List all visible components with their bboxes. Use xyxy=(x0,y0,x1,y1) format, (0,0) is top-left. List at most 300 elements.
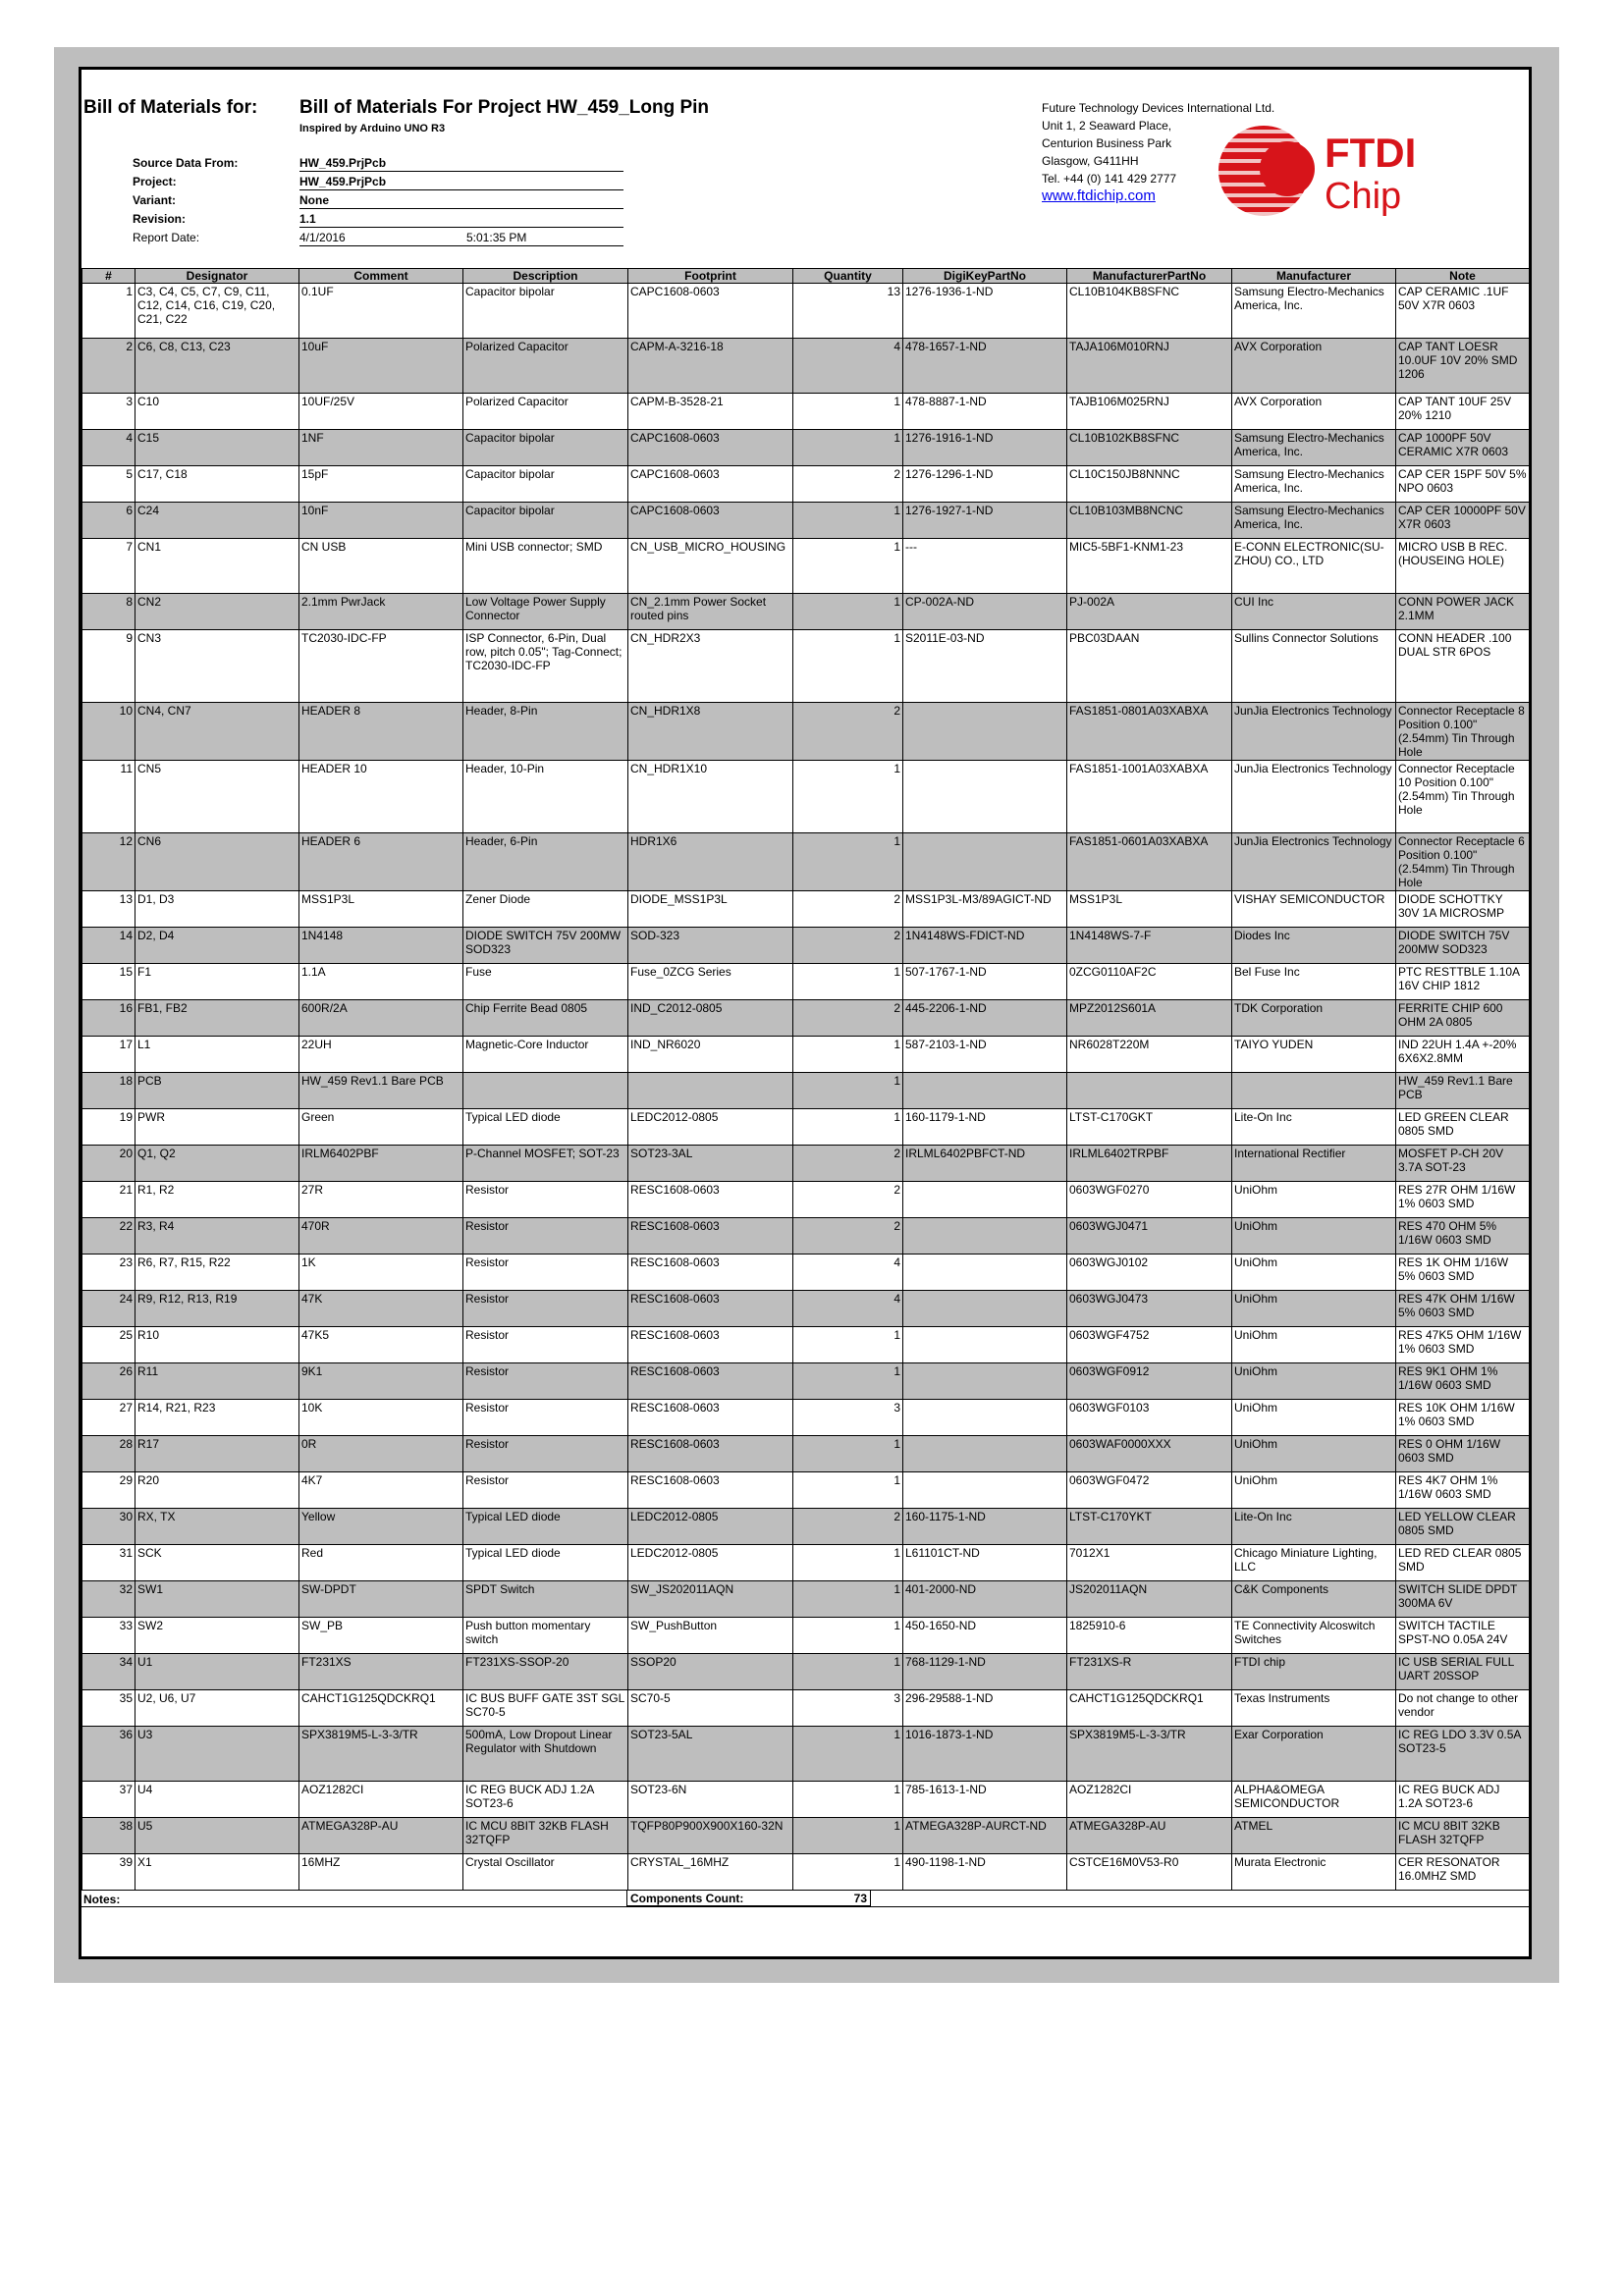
table-row xyxy=(82,1109,1530,1146)
quantity-cell: 2 xyxy=(793,466,903,503)
designator-cell: U2, U6, U7 xyxy=(135,1690,299,1727)
quantity-cell: 1 xyxy=(793,1782,903,1818)
comment-cell: AOZ1282CI xyxy=(299,1782,463,1818)
quantity-cell: 1 xyxy=(793,1818,903,1854)
row-number: 5 xyxy=(82,466,135,503)
mpn-cell: ATMEGA328P-AU xyxy=(1067,1818,1232,1854)
col-header[interactable]: Description xyxy=(463,269,628,284)
description-cell: Resistor xyxy=(463,1363,628,1400)
designator-cell: FB1, FB2 xyxy=(135,1000,299,1037)
mpn-cell xyxy=(1067,1073,1232,1109)
row-number: 12 xyxy=(82,833,135,891)
mpn-cell: FAS1851-0601A03XABXA xyxy=(1067,833,1232,891)
digikey-cell: 1016-1873-1-ND xyxy=(903,1727,1067,1782)
manufacturer-cell: UniOhm xyxy=(1232,1472,1396,1509)
quantity-cell: 1 xyxy=(793,1073,903,1109)
digikey-cell xyxy=(903,1436,1067,1472)
comment-cell: 470R xyxy=(299,1218,463,1255)
mpn-cell: 0603WGF4752 xyxy=(1067,1327,1232,1363)
designator-cell: CN4, CN7 xyxy=(135,703,299,761)
mpn-cell: FT231XS-R xyxy=(1067,1654,1232,1690)
designator-cell: R17 xyxy=(135,1436,299,1472)
digikey-cell: CP-002A-ND xyxy=(903,594,1067,630)
description-cell: Resistor xyxy=(463,1436,628,1472)
manufacturer-cell: UniOhm xyxy=(1232,1363,1396,1400)
comment-cell: 10uF xyxy=(299,339,463,394)
table-row xyxy=(82,1654,1530,1690)
mpn-cell: 1N4148WS-7-F xyxy=(1067,928,1232,964)
manufacturer-cell: TDK Corporation xyxy=(1232,1000,1396,1037)
quantity-cell: 1 xyxy=(793,594,903,630)
row-number: 8 xyxy=(82,594,135,630)
row-number: 17 xyxy=(82,1037,135,1073)
mpn-cell: 0603WGJ0473 xyxy=(1067,1291,1232,1327)
comment-cell: 4K7 xyxy=(299,1472,463,1509)
manufacturer-cell: Samsung Electro-Mechanics America, Inc. xyxy=(1232,466,1396,503)
table-row xyxy=(82,761,1530,833)
note-cell: IC USB SERIAL FULL UART 20SSOP xyxy=(1396,1654,1530,1690)
digikey-cell xyxy=(903,761,1067,833)
note-cell: RES 0 OHM 1/16W 0603 SMD xyxy=(1396,1436,1530,1472)
manufacturer-cell: CUI Inc xyxy=(1232,594,1396,630)
quantity-cell: 3 xyxy=(793,1400,903,1436)
meta-value: None xyxy=(299,193,623,209)
row-number: 26 xyxy=(82,1363,135,1400)
footprint-cell: RESC1608-0603 xyxy=(628,1400,793,1436)
footprint-cell: CAPC1608-0603 xyxy=(628,466,793,503)
digikey-cell: 507-1767-1-ND xyxy=(903,964,1067,1000)
digikey-cell xyxy=(903,1472,1067,1509)
note-cell: RES 470 OHM 5% 1/16W 0603 SMD xyxy=(1396,1218,1530,1255)
bom-for-label: Bill of Materials for: xyxy=(83,97,258,118)
table-row xyxy=(82,1182,1530,1218)
designator-cell: CN2 xyxy=(135,594,299,630)
table-row xyxy=(82,1782,1530,1818)
description-cell: Capacitor bipolar xyxy=(463,284,628,339)
quantity-cell: 1 xyxy=(793,630,903,703)
quantity-cell: 1 xyxy=(793,430,903,466)
col-header[interactable]: ManufacturerPartNo xyxy=(1067,269,1232,284)
manufacturer-cell: UniOhm xyxy=(1232,1255,1396,1291)
designator-cell: F1 xyxy=(135,964,299,1000)
digikey-cell xyxy=(903,1327,1067,1363)
meta-value: 1.1 xyxy=(299,212,623,228)
manufacturer-cell: UniOhm xyxy=(1232,1400,1396,1436)
quantity-cell: 1 xyxy=(793,761,903,833)
footprint-cell: SOT23-3AL xyxy=(628,1146,793,1182)
quantity-cell: 2 xyxy=(793,1182,903,1218)
mpn-cell: NR6028T220M xyxy=(1067,1037,1232,1073)
manufacturer-cell: UniOhm xyxy=(1232,1182,1396,1218)
note-cell: FERRITE CHIP 600 OHM 2A 0805 xyxy=(1396,1000,1530,1037)
table-row xyxy=(82,1291,1530,1327)
row-number: 34 xyxy=(82,1654,135,1690)
description-cell: Magnetic-Core Inductor xyxy=(463,1037,628,1073)
table-row xyxy=(82,630,1530,703)
meta-value: HW_459.PrjPcb xyxy=(299,156,623,172)
digikey-cell xyxy=(903,1400,1067,1436)
description-cell: Header, 6-Pin xyxy=(463,833,628,891)
description-cell: FT231XS-SSOP-20 xyxy=(463,1654,628,1690)
description-cell: IC REG BUCK ADJ 1.2A SOT23-6 xyxy=(463,1782,628,1818)
manufacturer-cell: FTDI chip xyxy=(1232,1654,1396,1690)
row-number: 6 xyxy=(82,503,135,539)
note-cell: Connector Receptacle 10 Position 0.100" (2.54mm) Tin Through Hole xyxy=(1396,761,1530,833)
notes-divider xyxy=(81,1906,1529,1907)
table-row xyxy=(82,503,1530,539)
footprint-cell: RESC1608-0603 xyxy=(628,1291,793,1327)
quantity-cell: 4 xyxy=(793,1255,903,1291)
designator-cell: CN5 xyxy=(135,761,299,833)
mpn-cell: 0603WGJ0471 xyxy=(1067,1218,1232,1255)
comment-cell: FT231XS xyxy=(299,1654,463,1690)
components-count-box xyxy=(626,1891,871,1906)
designator-cell: C17, C18 xyxy=(135,466,299,503)
quantity-cell: 1 xyxy=(793,1363,903,1400)
row-number: 14 xyxy=(82,928,135,964)
table-row xyxy=(82,1400,1530,1436)
manufacturer-cell: Samsung Electro-Mechanics America, Inc. xyxy=(1232,430,1396,466)
footprint-cell: LEDC2012-0805 xyxy=(628,1509,793,1545)
manufacturer-cell: C&K Components xyxy=(1232,1581,1396,1618)
description-cell: Mini USB connector; SMD xyxy=(463,539,628,594)
comment-cell: 27R xyxy=(299,1182,463,1218)
manufacturer-cell: Exar Corporation xyxy=(1232,1727,1396,1782)
footprint-cell: IND_C2012-0805 xyxy=(628,1000,793,1037)
designator-cell: U5 xyxy=(135,1818,299,1854)
quantity-cell: 1 xyxy=(793,1037,903,1073)
manufacturer-cell xyxy=(1232,1073,1396,1109)
quantity-cell: 13 xyxy=(793,284,903,339)
table-row xyxy=(82,703,1530,761)
description-cell: Capacitor bipolar xyxy=(463,503,628,539)
notes-row xyxy=(81,1891,1529,1906)
digikey-cell: 1276-1936-1-ND xyxy=(903,284,1067,339)
description-cell: Typical LED diode xyxy=(463,1545,628,1581)
footprint-cell: RESC1608-0603 xyxy=(628,1472,793,1509)
description-cell: IC BUS BUFF GATE 3ST SGL SC70-5 xyxy=(463,1690,628,1727)
digikey-cell: L61101CT-ND xyxy=(903,1545,1067,1581)
col-header[interactable]: Note xyxy=(1396,269,1530,284)
footprint-cell: CRYSTAL_16MHZ xyxy=(628,1854,793,1891)
row-number: 11 xyxy=(82,761,135,833)
designator-cell: C15 xyxy=(135,430,299,466)
designator-cell: U3 xyxy=(135,1727,299,1782)
comment-cell: MSS1P3L xyxy=(299,891,463,928)
designator-cell: R14, R21, R23 xyxy=(135,1400,299,1436)
footprint-cell: CAPM-B-3528-21 xyxy=(628,394,793,430)
manufacturer-cell: E-CONN ELECTRONIC(SU-ZHOU) CO., LTD xyxy=(1232,539,1396,594)
footprint-cell: CN_HDR2X3 xyxy=(628,630,793,703)
col-header[interactable]: Footprint xyxy=(628,269,793,284)
description-cell: Resistor xyxy=(463,1182,628,1218)
note-cell: SWITCH SLIDE DPDT 300MA 6V xyxy=(1396,1581,1530,1618)
quantity-cell: 1 xyxy=(793,1472,903,1509)
note-cell: CAP CER 15PF 50V 5% NPO 0603 xyxy=(1396,466,1530,503)
row-number: 10 xyxy=(82,703,135,761)
table-row xyxy=(82,1436,1530,1472)
description-cell: Resistor xyxy=(463,1218,628,1255)
table-row xyxy=(82,539,1530,594)
footprint-cell: RESC1608-0603 xyxy=(628,1218,793,1255)
designator-cell: SCK xyxy=(135,1545,299,1581)
designator-cell: U1 xyxy=(135,1654,299,1690)
footprint-cell: Fuse_0ZCG Series xyxy=(628,964,793,1000)
comment-cell: 16MHZ xyxy=(299,1854,463,1891)
digikey-cell xyxy=(903,1363,1067,1400)
comment-cell: CN USB xyxy=(299,539,463,594)
note-cell: LED RED CLEAR 0805 SMD xyxy=(1396,1545,1530,1581)
page-subtitle: Inspired by Arduino UNO R3 xyxy=(299,123,446,134)
footprint-cell: SW_PushButton xyxy=(628,1618,793,1654)
footprint-cell: HDR1X6 xyxy=(628,833,793,891)
col-header[interactable]: # xyxy=(82,269,135,284)
quantity-cell: 1 xyxy=(793,1109,903,1146)
note-cell: CONN POWER JACK 2.1MM xyxy=(1396,594,1530,630)
mpn-cell: CSTCE16M0V53-R0 xyxy=(1067,1854,1232,1891)
comment-cell: 1.1A xyxy=(299,964,463,1000)
quantity-cell: 2 xyxy=(793,928,903,964)
designator-cell: Q1, Q2 xyxy=(135,1146,299,1182)
row-number: 18 xyxy=(82,1073,135,1109)
row-number: 19 xyxy=(82,1109,135,1146)
description-cell: P-Channel MOSFET; SOT-23 xyxy=(463,1146,628,1182)
table-row xyxy=(82,1146,1530,1182)
col-header[interactable]: Manufacturer xyxy=(1232,269,1396,284)
bom-sheet xyxy=(79,67,1532,1959)
digikey-cell: 160-1175-1-ND xyxy=(903,1509,1067,1545)
manufacturer-cell: Texas Instruments xyxy=(1232,1690,1396,1727)
mpn-cell: CL10C150JB8NNNC xyxy=(1067,466,1232,503)
digikey-cell: S2011E-03-ND xyxy=(903,630,1067,703)
table-row xyxy=(82,1727,1530,1782)
row-number: 20 xyxy=(82,1146,135,1182)
quantity-cell: 2 xyxy=(793,1509,903,1545)
mpn-cell: CAHCT1G125QDCKRQ1 xyxy=(1067,1690,1232,1727)
col-header[interactable]: Designator xyxy=(135,269,299,284)
designator-cell: RX, TX xyxy=(135,1509,299,1545)
row-number: 32 xyxy=(82,1581,135,1618)
mpn-cell: LTST-C170GKT xyxy=(1067,1109,1232,1146)
digikey-cell: ATMEGA328P-AURCT-ND xyxy=(903,1818,1067,1854)
manufacturer-cell: JunJia Electronics Technology xyxy=(1232,833,1396,891)
note-cell: SWITCH TACTILE SPST-NO 0.05A 24V xyxy=(1396,1618,1530,1654)
note-cell: CAP TANT 10UF 25V 20% 1210 xyxy=(1396,394,1530,430)
description-cell: 500mA, Low Dropout Linear Regulator with Shutdown xyxy=(463,1727,628,1782)
notes-label: Notes: xyxy=(83,1893,121,1906)
digikey-cell: 1N4148WS-FDICT-ND xyxy=(903,928,1067,964)
comment-cell: HEADER 10 xyxy=(299,761,463,833)
manufacturer-cell: UniOhm xyxy=(1232,1218,1396,1255)
mpn-cell: 1825910-6 xyxy=(1067,1618,1232,1654)
manufacturer-cell: TE Connectivity Alcoswitch Switches xyxy=(1232,1618,1396,1654)
col-header[interactable]: Quantity xyxy=(793,269,903,284)
description-cell: Zener Diode xyxy=(463,891,628,928)
row-number: 9 xyxy=(82,630,135,703)
table-row xyxy=(82,1073,1530,1109)
table-row xyxy=(82,1037,1530,1073)
row-number: 1 xyxy=(82,284,135,339)
footprint-cell: CN_HDR1X10 xyxy=(628,761,793,833)
comment-cell: SW_PB xyxy=(299,1618,463,1654)
logo-text-chip: Chip xyxy=(1325,176,1402,217)
meta-report-date xyxy=(133,229,682,247)
quantity-cell: 1 xyxy=(793,1618,903,1654)
designator-cell: C6, C8, C13, C23 xyxy=(135,339,299,394)
description-cell: Resistor xyxy=(463,1472,628,1509)
footprint-cell: CN_USB_MICRO_HOUSING xyxy=(628,539,793,594)
digikey-cell: 445-2206-1-ND xyxy=(903,1000,1067,1037)
note-cell: RES 1K OHM 1/16W 5% 0603 SMD xyxy=(1396,1255,1530,1291)
mpn-cell: 0603WGF0472 xyxy=(1067,1472,1232,1509)
description-cell: Polarized Capacitor xyxy=(463,394,628,430)
manufacturer-cell: Samsung Electro-Mechanics America, Inc. xyxy=(1232,284,1396,339)
mpn-cell: FAS1851-1001A03XABXA xyxy=(1067,761,1232,833)
quantity-cell: 2 xyxy=(793,1000,903,1037)
description-cell: Typical LED diode xyxy=(463,1509,628,1545)
row-number: 24 xyxy=(82,1291,135,1327)
row-number: 38 xyxy=(82,1818,135,1854)
comment-cell: 1K xyxy=(299,1255,463,1291)
designator-cell: C10 xyxy=(135,394,299,430)
note-cell: CONN HEADER .100 DUAL STR 6POS xyxy=(1396,630,1530,703)
table-row xyxy=(82,833,1530,891)
mpn-cell: 0603WGF0270 xyxy=(1067,1182,1232,1218)
note-cell: CAP CER 10000PF 50V X7R 0603 xyxy=(1396,503,1530,539)
table-row xyxy=(82,1818,1530,1854)
footprint-cell xyxy=(628,1073,793,1109)
row-number: 36 xyxy=(82,1727,135,1782)
table-row xyxy=(82,1581,1530,1618)
row-number: 27 xyxy=(82,1400,135,1436)
quantity-cell: 1 xyxy=(793,1581,903,1618)
digikey-cell: 490-1198-1-ND xyxy=(903,1854,1067,1891)
designator-cell: X1 xyxy=(135,1854,299,1891)
digikey-cell: 1276-1916-1-ND xyxy=(903,430,1067,466)
description-cell: Capacitor bipolar xyxy=(463,466,628,503)
description-cell: Fuse xyxy=(463,964,628,1000)
project-meta xyxy=(133,154,682,247)
footprint-cell: CAPC1608-0603 xyxy=(628,284,793,339)
company-line: Unit 1, 2 Seaward Place, xyxy=(1042,119,1172,133)
comment-cell: Red xyxy=(299,1545,463,1581)
designator-cell: CN3 xyxy=(135,630,299,703)
comment-cell: SW-DPDT xyxy=(299,1581,463,1618)
row-number: 31 xyxy=(82,1545,135,1581)
quantity-cell: 1 xyxy=(793,1654,903,1690)
row-number: 2 xyxy=(82,339,135,394)
footprint-cell: RESC1608-0603 xyxy=(628,1363,793,1400)
digikey-cell xyxy=(903,1291,1067,1327)
footprint-cell: LEDC2012-0805 xyxy=(628,1545,793,1581)
table-row xyxy=(82,1690,1530,1727)
description-cell: Push button momentary switch xyxy=(463,1618,628,1654)
note-cell: CAP TANT LOESR 10.0UF 10V 20% SMD 1206 xyxy=(1396,339,1530,394)
comment-cell: 2.1mm PwrJack xyxy=(299,594,463,630)
meta-label: Report Date: xyxy=(133,231,200,244)
col-header[interactable]: DigiKeyPartNo xyxy=(903,269,1067,284)
footprint-cell: SSOP20 xyxy=(628,1654,793,1690)
row-number: 13 xyxy=(82,891,135,928)
note-cell: RES 27R OHM 1/16W 1% 0603 SMD xyxy=(1396,1182,1530,1218)
manufacturer-cell: UniOhm xyxy=(1232,1436,1396,1472)
meta-project xyxy=(133,173,682,191)
footprint-cell: CAPM-A-3216-18 xyxy=(628,339,793,394)
comment-cell: 22UH xyxy=(299,1037,463,1073)
footprint-cell: RESC1608-0603 xyxy=(628,1182,793,1218)
table-header-row xyxy=(82,269,1530,284)
digikey-cell: 768-1129-1-ND xyxy=(903,1654,1067,1690)
quantity-cell: 2 xyxy=(793,1218,903,1255)
table-row xyxy=(82,1472,1530,1509)
row-number: 25 xyxy=(82,1327,135,1363)
description-cell: Resistor xyxy=(463,1255,628,1291)
manufacturer-cell: Bel Fuse Inc xyxy=(1232,964,1396,1000)
note-cell: LED GREEN CLEAR 0805 SMD xyxy=(1396,1109,1530,1146)
manufacturer-cell: Lite-On Inc xyxy=(1232,1509,1396,1545)
note-cell: CAP CERAMIC .1UF 50V X7R 0603 xyxy=(1396,284,1530,339)
mpn-cell: JS202011AQN xyxy=(1067,1581,1232,1618)
designator-cell: C24 xyxy=(135,503,299,539)
table-row xyxy=(82,1327,1530,1363)
meta-value: HW_459.PrjPcb xyxy=(299,175,623,190)
company-website-link[interactable]: www.ftdichip.com xyxy=(1042,187,1156,204)
col-header[interactable]: Comment xyxy=(299,269,463,284)
quantity-cell: 1 xyxy=(793,539,903,594)
mpn-cell: 7012X1 xyxy=(1067,1545,1232,1581)
mpn-cell: MPZ2012S601A xyxy=(1067,1000,1232,1037)
mpn-cell: MSS1P3L xyxy=(1067,891,1232,928)
footprint-cell: CAPC1608-0603 xyxy=(628,430,793,466)
ftdi-chip-logo xyxy=(1209,120,1476,218)
digikey-cell: 587-2103-1-ND xyxy=(903,1037,1067,1073)
table-row xyxy=(82,339,1530,394)
mpn-cell: 0603WGJ0102 xyxy=(1067,1255,1232,1291)
quantity-cell: 2 xyxy=(793,891,903,928)
manufacturer-cell: AVX Corporation xyxy=(1232,339,1396,394)
note-cell: Do not change to other vendor xyxy=(1396,1690,1530,1727)
manufacturer-cell: Murata Electronic xyxy=(1232,1854,1396,1891)
manufacturer-cell: JunJia Electronics Technology xyxy=(1232,703,1396,761)
footprint-cell: IND_NR6020 xyxy=(628,1037,793,1073)
row-number: 37 xyxy=(82,1782,135,1818)
comment-cell: HEADER 8 xyxy=(299,703,463,761)
footprint-cell: RESC1608-0603 xyxy=(628,1436,793,1472)
digikey-cell: 1276-1927-1-ND xyxy=(903,503,1067,539)
designator-cell: L1 xyxy=(135,1037,299,1073)
note-cell: RES 4K7 OHM 1% 1/16W 0603 SMD xyxy=(1396,1472,1530,1509)
row-number: 33 xyxy=(82,1618,135,1654)
comment-cell: 47K xyxy=(299,1291,463,1327)
table-row xyxy=(82,1363,1530,1400)
manufacturer-cell: AVX Corporation xyxy=(1232,394,1396,430)
manufacturer-cell: TAIYO YUDEN xyxy=(1232,1037,1396,1073)
description-cell: Header, 10-Pin xyxy=(463,761,628,833)
meta-source xyxy=(133,154,682,173)
mpn-cell: 0ZCG0110AF2C xyxy=(1067,964,1232,1000)
mpn-cell: AOZ1282CI xyxy=(1067,1782,1232,1818)
digikey-cell: 1276-1296-1-ND xyxy=(903,466,1067,503)
meta-label: Project: xyxy=(133,175,177,188)
description-cell: Resistor xyxy=(463,1400,628,1436)
designator-cell: CN1 xyxy=(135,539,299,594)
company-line: Glasgow, G411HH xyxy=(1042,154,1139,168)
description-cell xyxy=(463,1073,628,1109)
comment-cell: 47K5 xyxy=(299,1327,463,1363)
quantity-cell: 1 xyxy=(793,1545,903,1581)
manufacturer-cell: UniOhm xyxy=(1232,1291,1396,1327)
note-cell: RES 47K OHM 1/16W 5% 0603 SMD xyxy=(1396,1291,1530,1327)
